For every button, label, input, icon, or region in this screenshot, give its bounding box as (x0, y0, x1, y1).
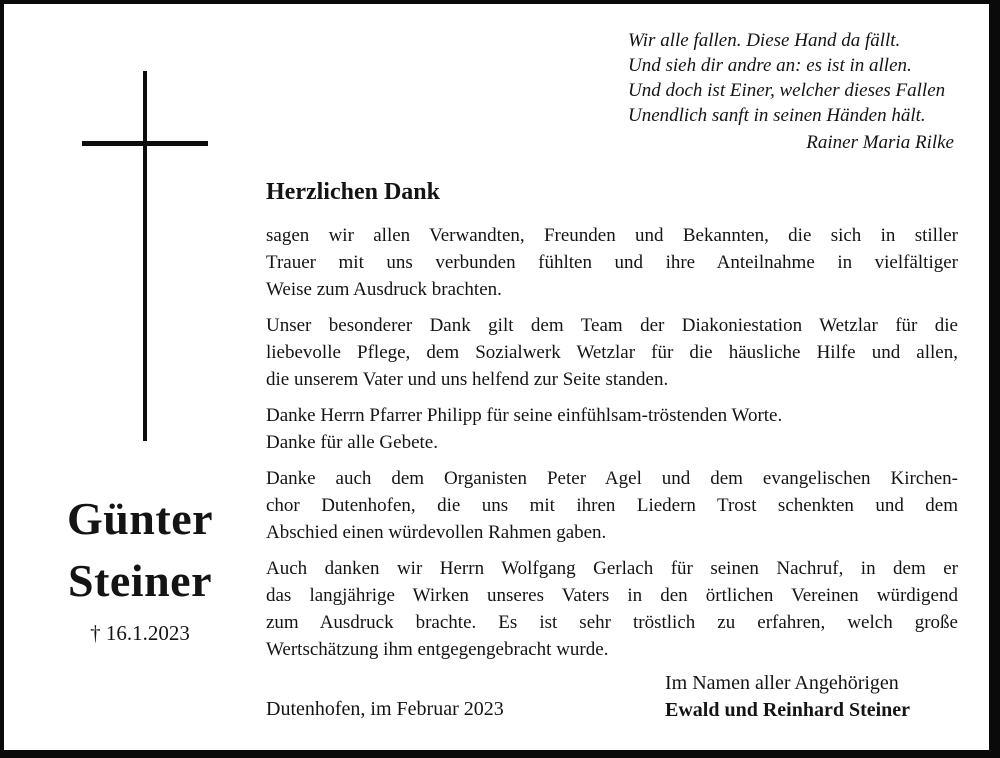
death-date: † 16.1.2023 (90, 621, 190, 645)
paragraph-line: Abschied einen würdevollen Rahmen gaben. (266, 522, 607, 543)
cross-horizontal-bar (82, 141, 208, 146)
paragraph (266, 465, 958, 546)
poem-line: Und doch ist Einer, welcher dieses Fallen (628, 80, 946, 101)
paragraph-line: zum Ausdruck brachte. Es ist sehr tröstlich zu erfahren, welch große (266, 612, 958, 633)
paragraph-line: Danke Herrn Pfarrer Philipp für seine einfühlsam-tröstenden Worte. (266, 405, 783, 426)
deceased-name-line1: Günter (66, 493, 214, 544)
paragraph-line: Weise zum Ausdruck brachten. (266, 279, 502, 300)
paragraph-line: liebevolle Pflege, dem Sozialwerk Wetzlar für die häusliche Hilfe und allen, (266, 342, 958, 363)
paragraph-line: sagen wir allen Verwandten, Freunden und Bekannten, die sich in stiller (266, 225, 958, 246)
paragraph (266, 402, 958, 456)
deceased-name-line2: Steiner (67, 555, 212, 606)
deceased-name (18, 488, 262, 612)
closing-line: Im Namen aller Angehörigen (665, 672, 899, 694)
paragraph-line: Danke auch dem Organisten Peter Agel und dem evangelischen Kirchen- (266, 468, 958, 489)
paragraph (266, 555, 958, 663)
poem-attribution: Rainer Maria Rilke (806, 132, 954, 153)
poem-quote (628, 28, 968, 155)
paragraph-line: Trauer mit uns verbunden fühlten und ihre Anteilnahme in vielfältiger (266, 252, 958, 273)
signature-block (665, 670, 958, 724)
thank-you-text (266, 176, 958, 672)
poem-line: Wir alle fallen. Diese Hand da fällt. (628, 30, 901, 51)
cross-vertical-bar (143, 71, 147, 441)
place-dateline: Dutenhofen, im Februar 2023 (266, 698, 504, 720)
paragraph (266, 222, 958, 303)
poem-line: Unendlich sanft in seinen Händen hält. (628, 105, 926, 126)
paragraph-line: Danke für alle Gebete. (266, 432, 438, 453)
paragraph-line: chor Dutenhofen, die uns mit ihren Liedern Trost schenkten und dem (266, 495, 958, 516)
paragraph-line: Auch danken wir Herrn Wolfgang Gerlach für seinen Nachruf, in dem er (266, 558, 958, 579)
paragraph-line: Unser besonderer Dank gilt dem Team der Diakoniestation Wetzlar für die (266, 315, 958, 336)
heading: Herzlichen Dank (266, 179, 440, 205)
paragraph (266, 312, 958, 393)
paragraph-line: Wertschätzung ihm entgegengebracht wurde. (266, 639, 609, 660)
paragraph-line: das langjährige Wirken unseres Vaters in den örtlichen Vereinen würdigend (266, 585, 958, 606)
paragraph-line: die unserem Vater und uns helfend zur Seite standen. (266, 369, 669, 390)
poem-line: Und sieh dir andre an: es ist in allen. (628, 55, 912, 76)
signature-names: Ewald und Reinhard Steiner (665, 699, 911, 721)
